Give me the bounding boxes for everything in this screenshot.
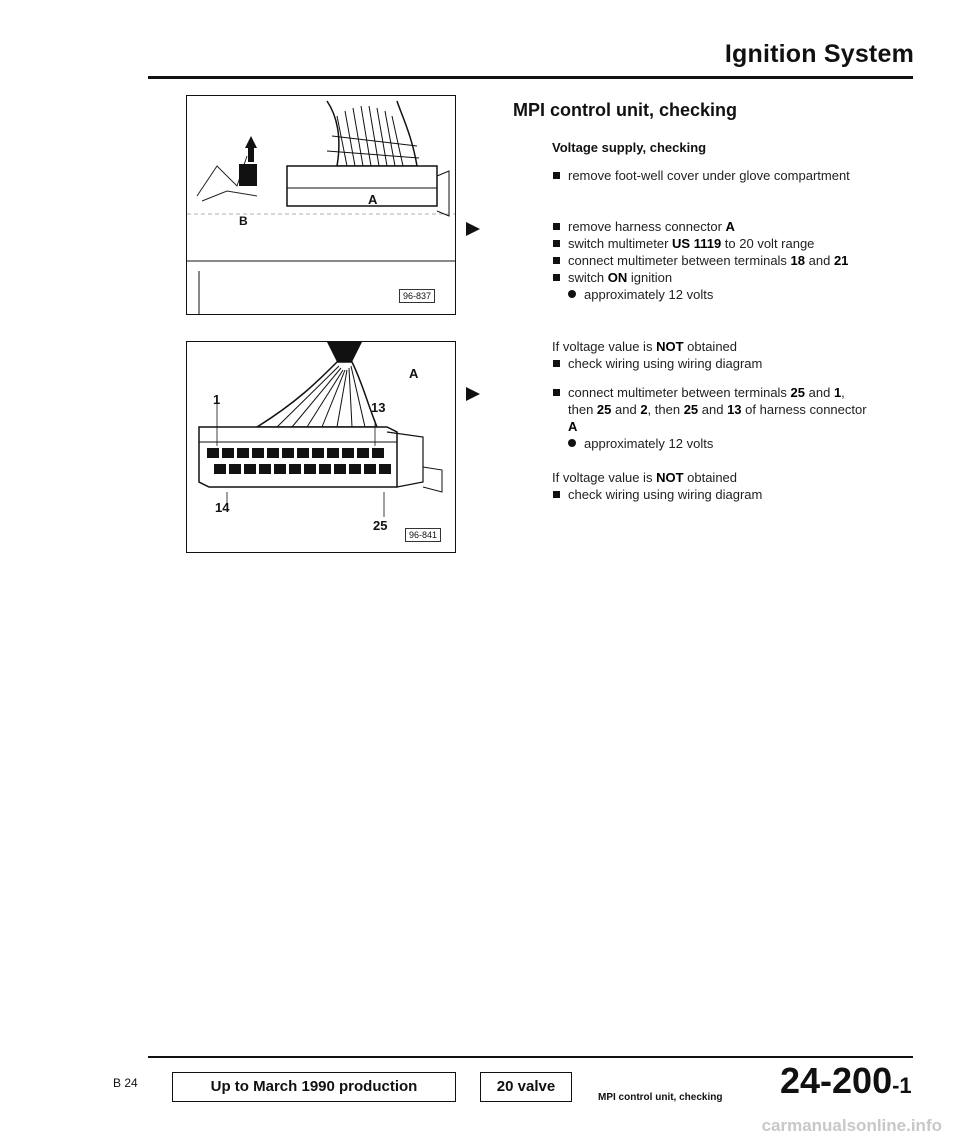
section-subtitle: Voltage supply, checking — [552, 140, 707, 155]
figure2-label-a: A — [409, 366, 419, 381]
step-connect-terminals: connect multimeter between terminals 25 and 1, then 25 and 2, then 25 and 13 of harness connector A — [552, 384, 867, 435]
figure2-label-25: 25 — [373, 518, 388, 533]
figure2-caption: 96-841 — [405, 528, 441, 542]
step-group-1 — [552, 167, 882, 184]
step-marker-arrow-1 — [466, 222, 480, 236]
step-remove-connector: remove harness connector A — [552, 218, 882, 235]
section-title: MPI control unit, checking — [513, 100, 738, 120]
figure1-label-b: B — [239, 214, 248, 228]
header-rule — [148, 76, 913, 79]
figure2-label-13: 13 — [371, 400, 386, 415]
figure-harness-connector-terminals — [186, 341, 456, 553]
footer-rule — [148, 1056, 913, 1058]
figure-harness-connector-location — [186, 95, 456, 315]
check-group-2 — [552, 469, 882, 503]
step-group-3 — [552, 384, 867, 452]
figure2-label-14: 14 — [215, 500, 230, 515]
figure2-label-1: 1 — [213, 392, 221, 407]
spec-approx-12v-2: approximately 12 volts — [552, 435, 867, 452]
connector-location-illustration — [187, 96, 455, 314]
page-header-title: Ignition System — [724, 40, 914, 68]
page-reference: B 24 — [113, 1076, 138, 1090]
figure1-label-a: A — [368, 192, 378, 207]
page-number: 24-200-1 — [780, 1060, 912, 1101]
check-group-1 — [552, 338, 882, 372]
check-wiring: check wiring using wiring diagram — [552, 355, 882, 372]
step-switch-multimeter: switch multimeter US 1119 to 20 volt range — [552, 235, 882, 252]
step-connect-multimeter: connect multimeter between terminals 18 and 21 — [552, 252, 882, 269]
engine-valve-box: 20 valve — [480, 1072, 572, 1102]
step-group-2 — [552, 218, 882, 303]
watermark: carmanualsonline.info — [761, 1116, 942, 1135]
check-condition-2: If voltage value is NOT obtained — [552, 470, 738, 485]
check-condition: If voltage value is NOT obtained — [552, 339, 738, 354]
figure1-caption: 96-837 — [399, 289, 435, 303]
step-remove-cover: remove foot-well cover under glove compartment — [552, 167, 882, 184]
production-range-box: Up to March 1990 production — [172, 1072, 456, 1102]
footer-section-label: MPI control unit, checking — [598, 1092, 723, 1103]
step-marker-arrow-2 — [466, 387, 480, 401]
spec-approx-12v: approximately 12 volts — [552, 286, 882, 303]
check-wiring-2: check wiring using wiring diagram — [552, 486, 882, 503]
step-switch-ignition: switch ON ignition — [552, 269, 882, 286]
